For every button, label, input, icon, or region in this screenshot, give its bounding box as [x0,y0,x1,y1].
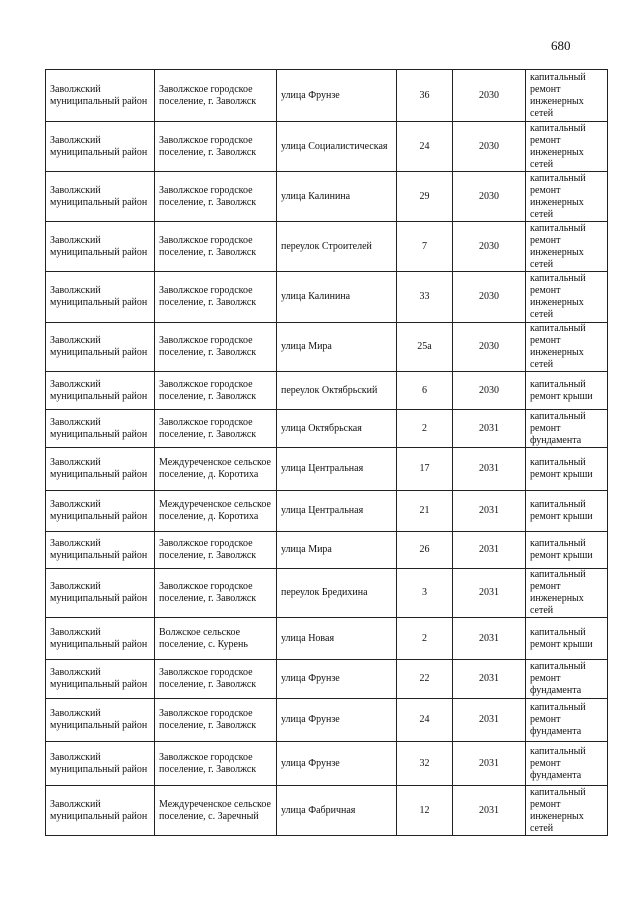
page-number: 680 [551,38,571,53]
street-cell: улица Фабричная [277,786,397,836]
street-cell: улица Социалистическая [277,122,397,172]
year-cell: 2031 [453,532,526,569]
year-cell: 2030 [453,222,526,272]
year-cell: 2030 [453,372,526,410]
settlement-cell: Заволжское городское поселение, г. Заволжск [155,172,277,222]
table-row [46,491,608,532]
street-cell: переулок Бредихина [277,569,397,618]
district-cell: Заволжский муниципальный район [46,786,155,836]
table-row [46,786,608,836]
house-number-cell: 17 [397,448,453,491]
settlement-cell: Заволжское городское поселение, г. Заволжск [155,372,277,410]
house-number-cell: 12 [397,786,453,836]
street-cell: улица Мира [277,323,397,372]
settlement-cell: Заволжское городское поселение, г. Заволжск [155,410,277,448]
house-number-cell: 33 [397,272,453,323]
street-cell: улица Центральная [277,448,397,491]
settlement-cell: Заволжское городское поселение, г. Заволжск [155,742,277,786]
year-cell: 2031 [453,699,526,742]
house-number-cell: 29 [397,172,453,222]
settlement-cell: Заволжское городское поселение, г. Заволжск [155,699,277,742]
settlement-cell: Междуреченское сельское поселение, д. Коротиха [155,491,277,532]
house-number-cell: 2 [397,618,453,660]
district-cell: Заволжский муниципальный район [46,569,155,618]
settlement-cell: Междуреченское сельское поселение, д. Коротиха [155,448,277,491]
street-cell: улица Фрунзе [277,699,397,742]
year-cell: 2031 [453,660,526,699]
settlement-cell: Заволжское городское поселение, г. Заволжск [155,122,277,172]
district-cell: Заволжский муниципальный район [46,699,155,742]
year-cell: 2030 [453,323,526,372]
year-cell: 2030 [453,172,526,222]
district-cell: Заволжский муниципальный район [46,448,155,491]
table-row [46,448,608,491]
year-cell: 2030 [453,272,526,323]
settlement-cell: Заволжское городское поселение, г. Заволжск [155,323,277,372]
table-row [46,618,608,660]
district-cell: Заволжский муниципальный район [46,532,155,569]
table-row [46,323,608,372]
district-cell: Заволжский муниципальный район [46,491,155,532]
street-cell: улица Калинина [277,272,397,323]
house-number-cell: 24 [397,122,453,172]
table-row [46,70,608,122]
house-number-cell: 7 [397,222,453,272]
district-cell: Заволжский муниципальный район [46,660,155,699]
settlement-cell: Заволжское городское поселение, г. Заволжск [155,569,277,618]
work-type-cell: капитальный ремонт фундамента [526,742,608,786]
table-body [46,70,608,836]
street-cell: переулок Строителей [277,222,397,272]
street-cell: улица Центральная [277,491,397,532]
settlement-cell: Волжское сельское поселение, с. Курень [155,618,277,660]
district-cell: Заволжский муниципальный район [46,222,155,272]
table-row [46,222,608,272]
table-row [46,742,608,786]
settlement-cell: Заволжское городское поселение, г. Заволжск [155,222,277,272]
year-cell: 2031 [453,569,526,618]
street-cell: улица Новая [277,618,397,660]
work-type-cell: капитальный ремонт крыши [526,618,608,660]
street-cell: улица Фрунзе [277,742,397,786]
year-cell: 2031 [453,410,526,448]
district-cell: Заволжский муниципальный район [46,172,155,222]
work-type-cell: капитальный ремонт инженерных сетей [526,272,608,323]
year-cell: 2031 [453,742,526,786]
table-row [46,272,608,323]
table-row [46,410,608,448]
district-cell: Заволжский муниципальный район [46,410,155,448]
district-cell: Заволжский муниципальный район [46,323,155,372]
settlement-cell: Междуреченское сельское поселение, с. Заречный [155,786,277,836]
settlement-cell: Заволжское городское поселение, г. Заволжск [155,272,277,323]
work-type-cell: капитальный ремонт инженерных сетей [526,323,608,372]
table-row [46,699,608,742]
work-type-cell: капитальный ремонт крыши [526,448,608,491]
year-cell: 2031 [453,786,526,836]
district-cell: Заволжский муниципальный район [46,272,155,323]
house-number-cell: 3 [397,569,453,618]
street-cell: улица Фрунзе [277,660,397,699]
year-cell: 2031 [453,618,526,660]
street-cell: переулок Октябрьский [277,372,397,410]
street-cell: улица Фрунзе [277,70,397,122]
house-number-cell: 2 [397,410,453,448]
work-type-cell: капитальный ремонт инженерных сетей [526,786,608,836]
house-number-cell: 22 [397,660,453,699]
work-type-cell: капитальный ремонт инженерных сетей [526,569,608,618]
table-row [46,372,608,410]
year-cell: 2031 [453,491,526,532]
settlement-cell: Заволжское городское поселение, г. Заволжск [155,70,277,122]
table-row [46,569,608,618]
house-number-cell: 6 [397,372,453,410]
work-type-cell: капитальный ремонт крыши [526,491,608,532]
district-cell: Заволжский муниципальный район [46,372,155,410]
street-cell: улица Мира [277,532,397,569]
work-type-cell: капитальный ремонт крыши [526,372,608,410]
settlement-cell: Заволжское городское поселение, г. Заволжск [155,532,277,569]
house-number-cell: 26 [397,532,453,569]
street-cell: улица Октябрьская [277,410,397,448]
year-cell: 2030 [453,70,526,122]
settlement-cell: Заволжское городское поселение, г. Заволжск [155,660,277,699]
housing-repair-table [45,69,608,836]
district-cell: Заволжский муниципальный район [46,70,155,122]
district-cell: Заволжский муниципальный район [46,618,155,660]
house-number-cell: 36 [397,70,453,122]
work-type-cell: капитальный ремонт фундамента [526,660,608,699]
work-type-cell: капитальный ремонт инженерных сетей [526,70,608,122]
year-cell: 2030 [453,122,526,172]
table-row [46,660,608,699]
table-row [46,532,608,569]
table-row [46,172,608,222]
house-number-cell: 25а [397,323,453,372]
work-type-cell: капитальный ремонт фундамента [526,410,608,448]
house-number-cell: 24 [397,699,453,742]
district-cell: Заволжский муниципальный район [46,122,155,172]
work-type-cell: капитальный ремонт крыши [526,532,608,569]
work-type-cell: капитальный ремонт инженерных сетей [526,222,608,272]
work-type-cell: капитальный ремонт фундамента [526,699,608,742]
street-cell: улица Калинина [277,172,397,222]
work-type-cell: капитальный ремонт инженерных сетей [526,122,608,172]
year-cell: 2031 [453,448,526,491]
district-cell: Заволжский муниципальный район [46,742,155,786]
table-row [46,122,608,172]
house-number-cell: 21 [397,491,453,532]
house-number-cell: 32 [397,742,453,786]
work-type-cell: капитальный ремонт инженерных сетей [526,172,608,222]
